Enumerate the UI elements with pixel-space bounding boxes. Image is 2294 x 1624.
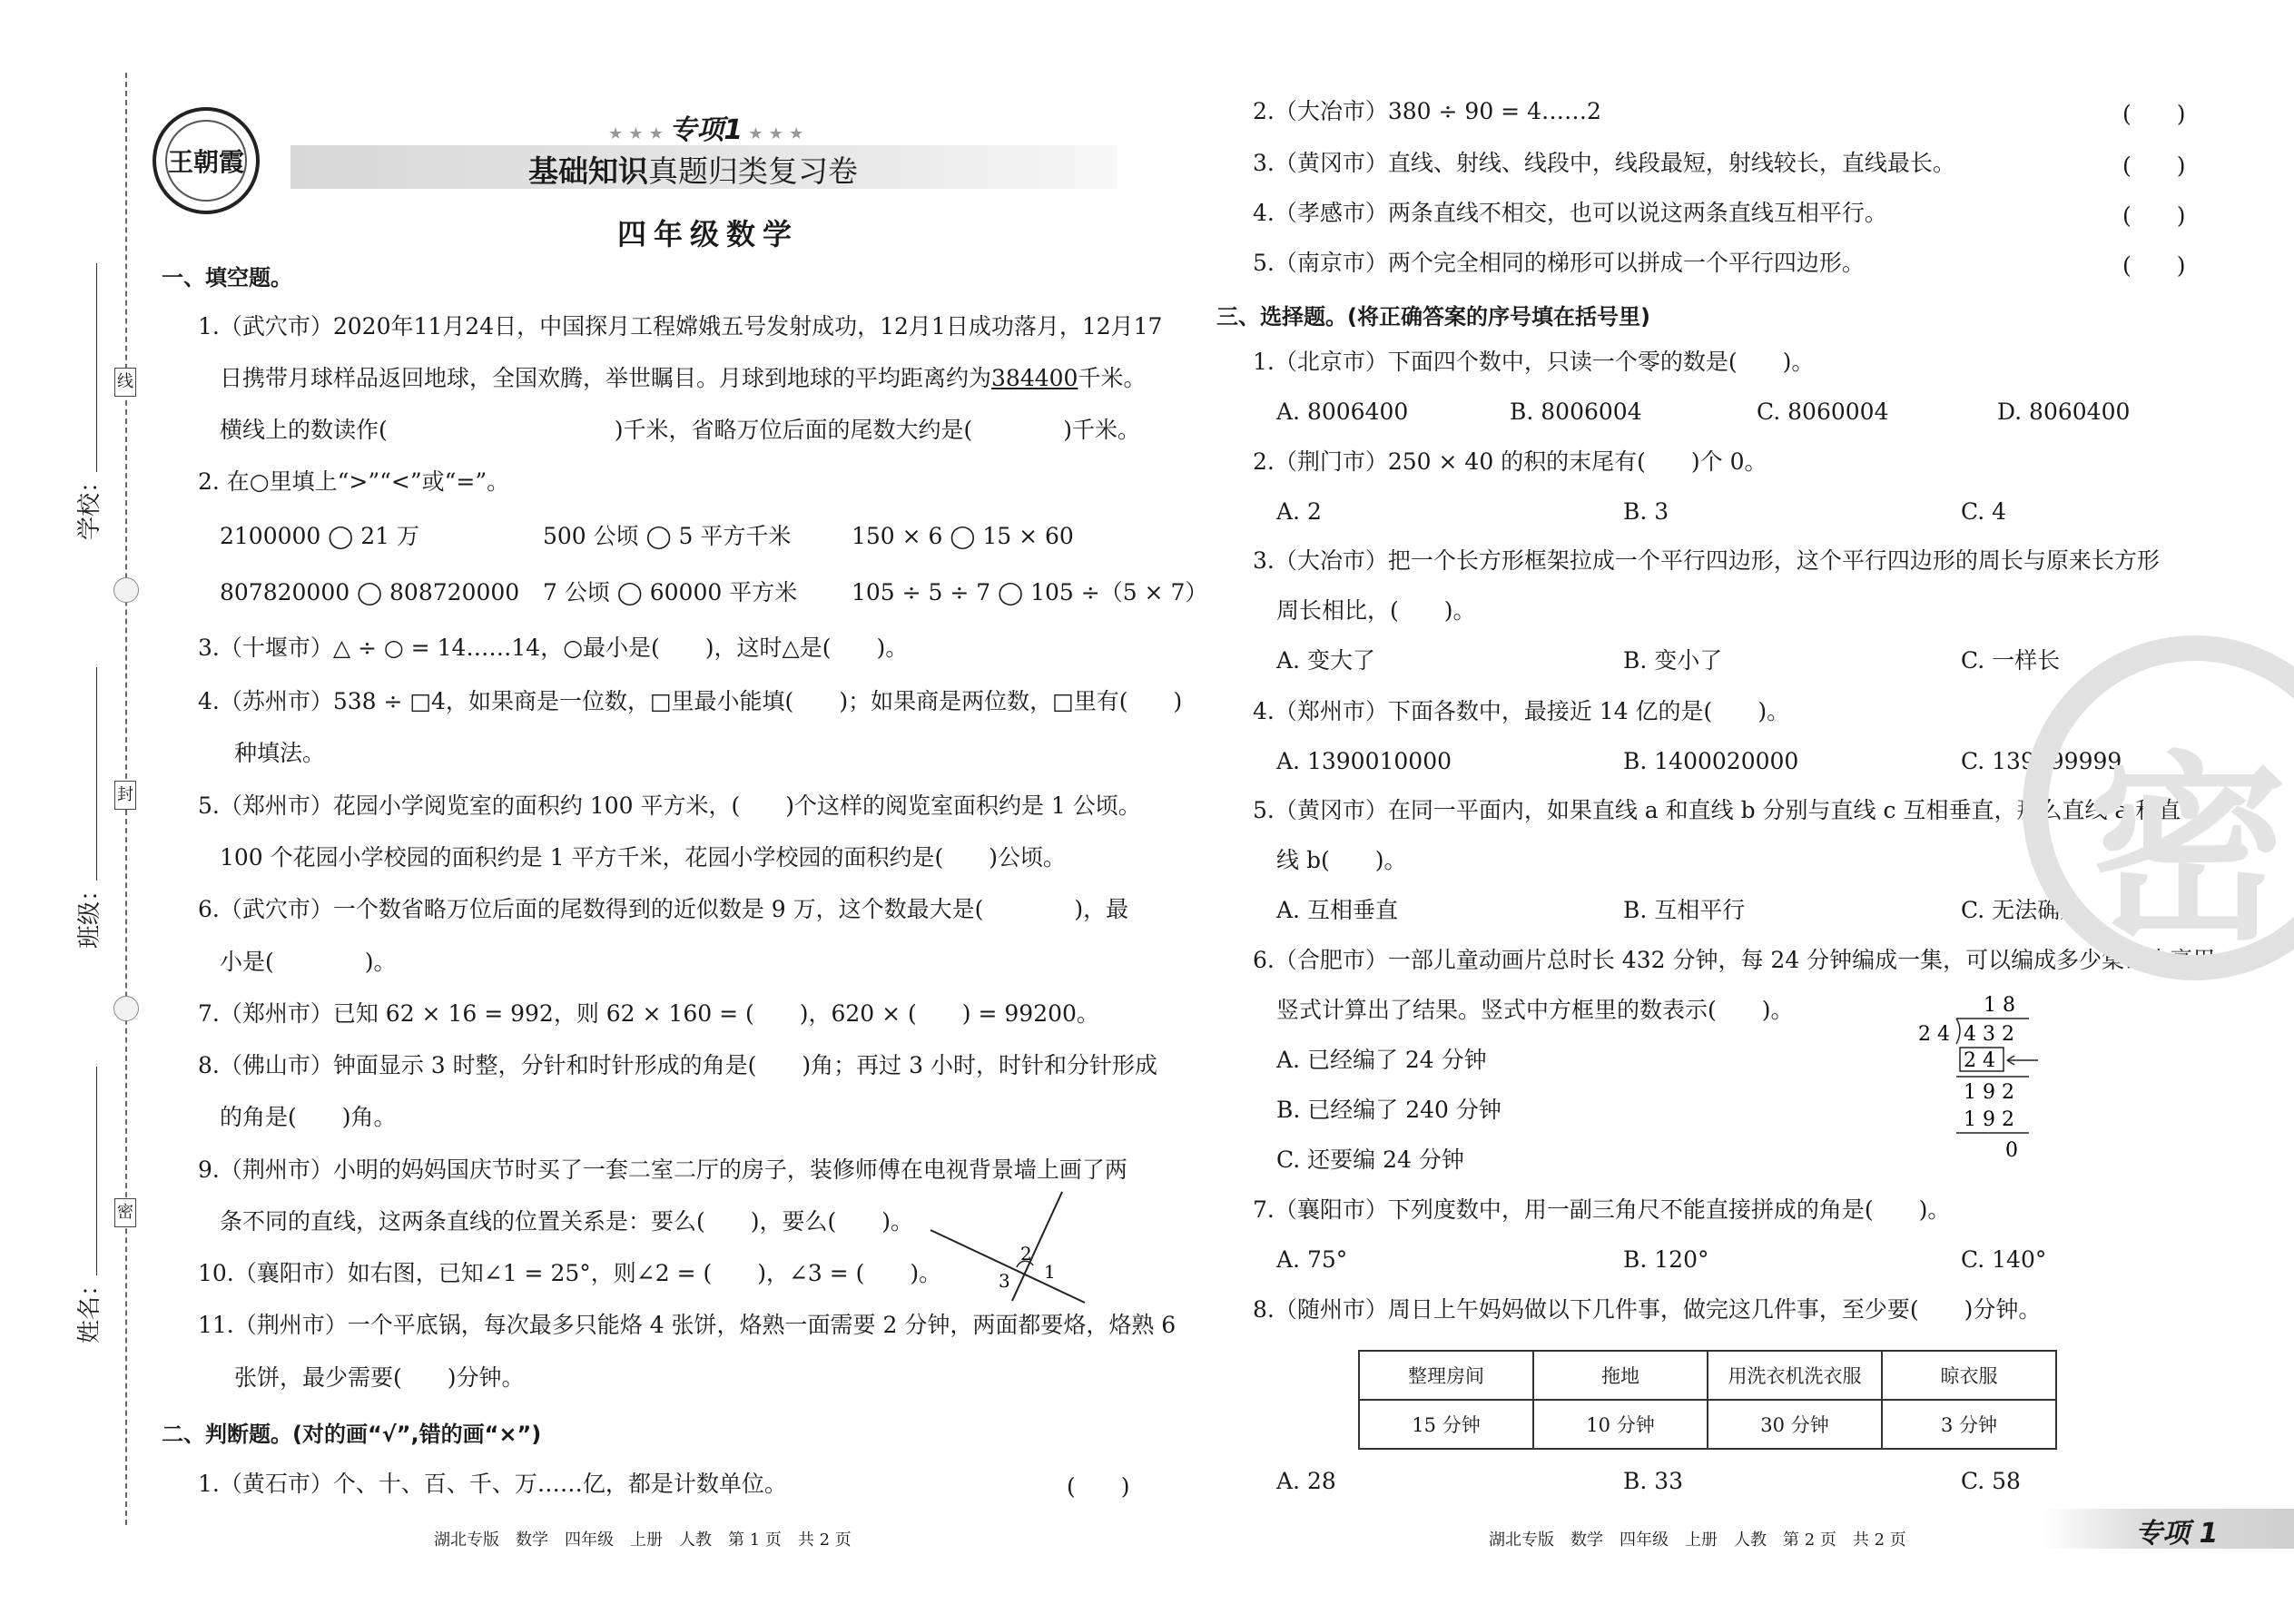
fill-q3[interactable]: 3.（十堰市）△ ÷ ○ = 14……14，○最小是( )，这时△是( )。 [198, 635, 909, 661]
fill-q6-line2[interactable]: 小是( )。 [220, 949, 397, 975]
division-quotient: 1 8 [1984, 994, 2015, 1017]
choice-q5-opt-c[interactable]: C. 无法确定 [1961, 897, 2083, 923]
choice-q3-opt-c[interactable]: C. 一样长 [1961, 647, 2061, 674]
table-header-cell: 晾衣服 [1882, 1351, 2056, 1400]
fill-q10[interactable]: 10.（襄阳市）如右图，已知∠1 = 25°，则∠2 = ( )，∠3 = ( )。 [198, 1260, 942, 1286]
choice-q4-opt-b[interactable]: B. 1400020000 [1623, 748, 1799, 774]
brand-logo-text: 王朝霞 [165, 120, 247, 202]
table-row [1359, 1400, 2056, 1449]
choice-q6-line2[interactable]: 竖式计算出了结果。竖式中方框里的数表示( )。 [1276, 997, 1794, 1023]
angle-figure [926, 1187, 1098, 1305]
judge-q5: 5.（南京市）两个完全相同的梯形可以拼成一个平行四边形。 [1253, 250, 1865, 276]
binding-hole [113, 577, 139, 603]
binding-mark-feng: 封 [114, 781, 136, 810]
section-judge-title: 二、判断题。(对的画“√”,错的画“×”) [162, 1422, 542, 1447]
judge-q3: 3.（黄冈市）直线、射线、线段中，线段最短，射线较长，直线最长。 [1253, 150, 1955, 176]
judge-q4: 4.（孝感市）两条直线不相交，也可以说这两条直线互相平行。 [1253, 200, 1887, 226]
division-row-1: 1 9 2 [1964, 1081, 2014, 1104]
choice-q4-opt-a[interactable]: A. 1390010000 [1276, 748, 1452, 774]
judge-q1-answer[interactable]: ( ) [1067, 1473, 1130, 1500]
division-remainder: 0 [2005, 1139, 2018, 1162]
division-row-2: 1 9 2 [1964, 1108, 2014, 1131]
choice-q7-opt-c[interactable]: C. 140° [1961, 1246, 2047, 1273]
choice-q5-line2[interactable]: 线 b( )。 [1276, 847, 1407, 873]
star-icon: ★ ★ ★ [743, 124, 804, 143]
choice-q1[interactable]: 1.（北京市）下面四个数中，只读一个零的数是( )。 [1253, 349, 1815, 375]
judge-q5-answer[interactable]: ( ) [2122, 252, 2186, 279]
fill-q1-line1: 1.（武穴市）2020年11月24日，中国探月工程嫦娥五号发射成功，12月1日成功落月，12月17 [198, 313, 1163, 340]
table-header-cell: 整理房间 [1359, 1351, 1533, 1400]
division-divisor: 2 4 [1918, 1023, 1950, 1046]
table-cell: 30 分钟 [1708, 1400, 1882, 1449]
choice-q8-opt-a[interactable]: A. 28 [1276, 1468, 1336, 1494]
chores-table [1358, 1350, 2057, 1450]
fill-q2-c[interactable]: 150 × 6 ◯ 15 × 60 [852, 523, 1074, 549]
class-label: 班级： [76, 877, 103, 949]
table-header-cell: 用洗衣机洗衣服 [1708, 1351, 1882, 1400]
fill-q4-line2: 种填法。 [234, 740, 326, 766]
division-bracket [1956, 1019, 1960, 1044]
judge-q4-answer[interactable]: ( ) [2122, 202, 2186, 229]
star-icon: ★ ★ ★ [608, 124, 670, 143]
choice-q7-opt-a[interactable]: A. 75° [1276, 1246, 1348, 1273]
underlined-number: 384400 [991, 365, 1078, 391]
choice-q6-opt-b[interactable]: B. 已经编了 240 分钟 [1276, 1097, 1501, 1123]
table-header-cell: 拖地 [1533, 1351, 1708, 1400]
footer-right: 湖北专版 数学 四年级 上册 人教 第 2 页 共 2 页 [1489, 1530, 1906, 1550]
fill-q2-b[interactable]: 500 公顷 ◯ 5 平方千米 [543, 523, 792, 549]
choice-q3-opt-b[interactable]: B. 变小了 [1623, 647, 1723, 674]
choice-q7-opt-b[interactable]: B. 120° [1623, 1246, 1709, 1273]
binding-hole [113, 996, 139, 1021]
name-label: 姓名： [76, 1272, 103, 1343]
choice-q6-opt-a[interactable]: A. 已经编了 24 分钟 [1276, 1047, 1487, 1073]
fill-q2-a[interactable]: 2100000 ◯ 21 万 [220, 523, 419, 549]
table-row [1359, 1351, 2056, 1400]
division-dividend: 4 3 2 [1964, 1023, 2014, 1046]
class-field-line[interactable] [96, 667, 97, 881]
fill-q9-line1: 9.（荆州市）小明的妈妈国庆节时买了一套二室二厅的房子，装修师傅在电视背景墙上画了两 [198, 1156, 1127, 1183]
choice-q5-line1: 5.（黄冈市）在同一平面内，如果直线 a 和直线 b 分别与直线 c 互相垂直，那么直线 a 和直 [1253, 797, 2181, 823]
page-title: 基础知识真题归类复习卷 [528, 153, 858, 189]
brand-logo [153, 107, 260, 214]
choice-q4-opt-c[interactable]: C. 139999999 [1961, 748, 2122, 774]
series-number: 1 [724, 114, 743, 146]
angle-label-3: 3 [999, 1270, 1010, 1292]
section-tag-label: 专项 1 [2135, 1518, 2219, 1550]
choice-q3-opt-a[interactable]: A. 变大了 [1276, 647, 1375, 674]
choice-q3-line1: 3.（大冶市）把一个长方形框架拉成一个平行四边形，这个平行四边形的周长与原来长方形 [1253, 547, 2160, 574]
fill-q2-d[interactable]: 807820000 ◯ 808720000 [220, 579, 520, 605]
choice-q8-opt-c[interactable]: C. 58 [1961, 1468, 2021, 1494]
choice-q1-opt-b[interactable]: B. 8006004 [1510, 399, 1642, 425]
section-choice-title: 三、选择题。(将正确答案的序号填在括号里) [1216, 304, 1650, 330]
choice-q8-opt-b[interactable]: B. 33 [1623, 1468, 1684, 1494]
school-label: 学校： [76, 468, 103, 540]
choice-q1-opt-a[interactable]: A. 8006400 [1276, 399, 1409, 425]
choice-q1-opt-c[interactable]: C. 8060004 [1757, 399, 1889, 425]
fill-q9-line2[interactable]: 条不同的直线，这两条直线的位置关系是：要么( )，要么( )。 [220, 1208, 914, 1235]
choice-q2[interactable]: 2.（荆门市）250 × 40 的积的末尾有( )个 0。 [1253, 448, 1767, 475]
judge-q2: 2.（大冶市）380 ÷ 90 = 4……2 [1253, 98, 1601, 124]
choice-q5-opt-b[interactable]: B. 互相平行 [1623, 897, 1746, 923]
choice-q2-opt-a[interactable]: A. 2 [1276, 498, 1322, 525]
table-cell: 3 分钟 [1882, 1400, 2056, 1449]
choice-q8[interactable]: 8.（随州市）周日上午妈妈做以下几件事，做完这几件事，至少要( )分钟。 [1253, 1296, 2042, 1323]
fill-q2-line1: 2. 在○里填上“>”“<”或“=”。 [198, 468, 510, 495]
fill-q2-e[interactable]: 7 公顷 ◯ 60000 平方米 [543, 579, 798, 605]
choice-q6-line1: 6.（合肥市）一部儿童动画片总时长 432 分钟，每 24 分钟编成一集，可以编成多少集？小亮用 [1253, 947, 2216, 973]
fill-q1-line3[interactable]: 横线上的数读作( )千米，省略万位后面的尾数大约是( )千米。 [220, 417, 1141, 443]
division-box-value: 2 4 [1964, 1049, 1995, 1072]
choice-q4[interactable]: 4.（郑州市）下面各数中，最接近 14 亿的是( )。 [1253, 698, 1790, 724]
judge-q1: 1.（黄石市）个、十、百、千、万……亿，都是计数单位。 [198, 1471, 787, 1497]
seal-watermark-char: 密 [2088, 734, 2289, 967]
table-cell: 10 分钟 [1533, 1400, 1708, 1449]
choice-q2-opt-b[interactable]: B. 3 [1623, 498, 1669, 525]
choice-q2-opt-c[interactable]: C. 4 [1961, 498, 2007, 525]
choice-q1-opt-d[interactable]: D. 8060400 [1997, 399, 2131, 425]
binding-mark-xian: 线 [114, 368, 136, 397]
school-field-line[interactable] [96, 263, 97, 472]
choice-q7[interactable]: 7.（襄阳市）下列度数中，用一副三角尺不能直接拼成的角是( )。 [1253, 1196, 1951, 1223]
fill-q5-line2[interactable]: 100 个花园小学校园的面积约是 1 平方千米，花园小学校园的面积约是( )公顷。 [220, 844, 1066, 871]
angle-label-2: 2 [1020, 1243, 1032, 1265]
long-division-figure [1911, 989, 2047, 1171]
fill-q5-line1[interactable]: 5.（郑州市）花园小学阅览室的面积约 100 平方米，( )个这样的阅览室面积约是 1 公顷。 [198, 792, 1141, 819]
choice-q3-line2[interactable]: 周长相比，( )。 [1276, 597, 1476, 624]
choice-q5-opt-a[interactable]: A. 互相垂直 [1276, 897, 1398, 923]
judge-q3-answer[interactable]: ( ) [2122, 153, 2186, 179]
fill-q6-line1[interactable]: 6.（武穴市）一个数省略万位后面的尾数得到的近似数是 9 万，这个数最大是( )，最 [198, 896, 1129, 922]
fill-q8-line2[interactable]: 的角是( )角。 [220, 1104, 397, 1130]
section-fill-title: 一、填空题。 [162, 265, 292, 290]
name-field-line[interactable] [96, 1067, 97, 1275]
fill-q4-line1[interactable]: 4.（苏州市）538 ÷ □4，如果商是一位数，□里最小能填( )；如果商是两位数，□里有( ) [198, 688, 1183, 714]
fill-q2-f[interactable]: 105 ÷ 5 ÷ 7 ◯ 105 ÷（5 × 7） [852, 579, 1208, 605]
fill-q11-line1: 11.（荆州市）一个平底锅，每次最多只能烙 4 张饼，烙熟一面需要 2 分钟，两面都要烙，烙熟 6 [198, 1312, 1177, 1338]
angle-line-1 [930, 1230, 1085, 1303]
angle-label-1: 1 [1044, 1261, 1056, 1283]
page-subtitle: 四年级数学 [617, 217, 800, 251]
table-cell: 15 分钟 [1359, 1400, 1533, 1449]
fill-q11-line2[interactable]: 张饼，最少需要( )分钟。 [234, 1364, 525, 1391]
fill-q8-line1[interactable]: 8.（佛山市）钟面显示 3 时整，分针和时针形成的角是( )角；再过 3 小时，时针和分针形成 [198, 1052, 1157, 1078]
judge-q2-answer[interactable]: ( ) [2122, 101, 2186, 127]
fill-q7[interactable]: 7.（郑州市）已知 62 × 16 = 992，则 62 × 160 = ( )，620 × ( ) = 99200。 [198, 1000, 1099, 1027]
binding-mark-mi: 密 [114, 1198, 136, 1227]
choice-q6-opt-c[interactable]: C. 还要编 24 分钟 [1276, 1147, 1464, 1173]
series-label: ★ ★ ★ 专项1 ★ ★ ★ [608, 114, 804, 146]
fill-q1-line2: 日携带月球样品返回地球，全国欢腾，举世瞩目。月球到地球的平均距离约为384400千米。 [220, 365, 1147, 391]
footer-left: 湖北专版 数学 四年级 上册 人教 第 1 页 共 2 页 [434, 1530, 852, 1550]
